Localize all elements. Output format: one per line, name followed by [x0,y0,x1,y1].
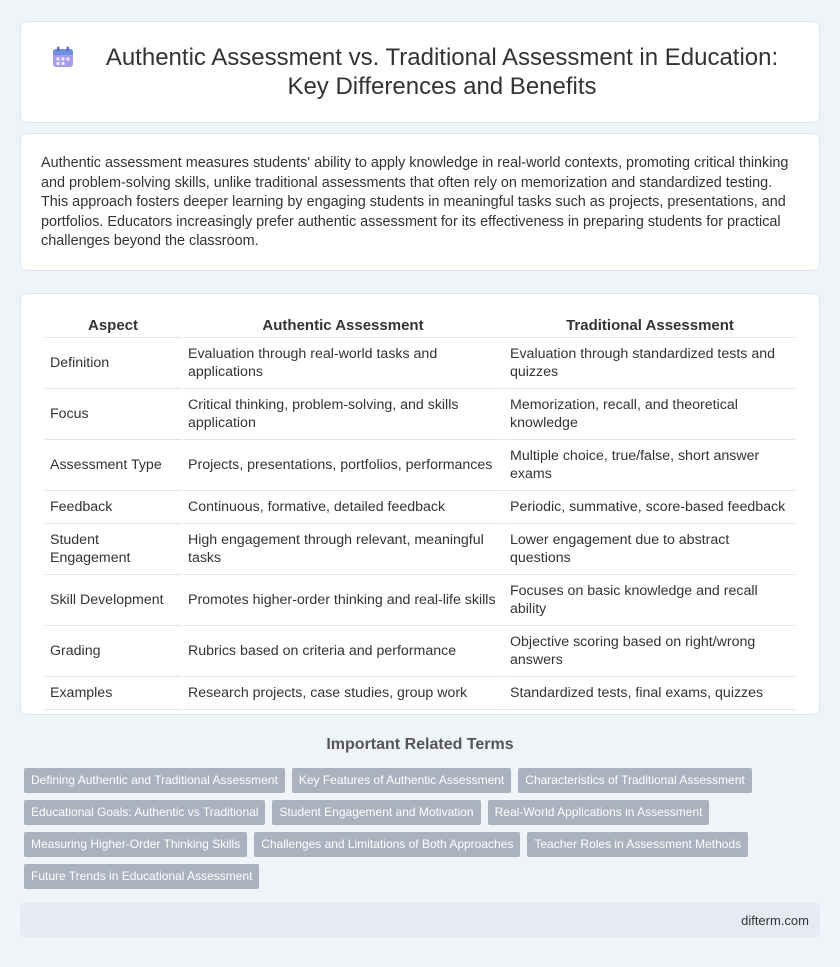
cell-aspect: Assessment Type [45,440,181,491]
related-term-tag[interactable]: Characteristics of Traditional Assessment [518,768,751,793]
table-row [45,575,795,626]
cell-aspect: Student Engagement [45,524,181,575]
related-terms-list [24,768,814,889]
comparison-table [43,314,797,710]
cell-aspect: Examples [45,677,181,710]
cell-aspect: Focus [45,389,181,440]
cell-traditional: Periodic, summative, score-based feedback [505,491,795,524]
cell-aspect: Feedback [45,491,181,524]
footer [20,903,820,937]
cell-authentic: Critical thinking, problem-solving, and skills application [183,389,503,440]
cell-traditional: Evaluation through standardized tests and quizzes [505,338,795,389]
table-row [45,440,795,491]
table-header-row [45,314,795,338]
table-row [45,677,795,710]
related-term-tag[interactable]: Future Trends in Educational Assessment [24,864,259,889]
cell-traditional: Focuses on basic knowledge and recall ability [505,575,795,626]
cell-aspect: Skill Development [45,575,181,626]
header-card [20,21,820,123]
table-row [45,626,795,677]
related-term-tag[interactable]: Student Engagement and Motivation [272,800,480,825]
table-row [45,389,795,440]
calendar-icon [51,45,75,69]
table-row [45,491,795,524]
cell-traditional: Lower engagement due to abstract questions [505,524,795,575]
related-term-tag[interactable]: Defining Authentic and Traditional Assessment [24,768,285,793]
cell-authentic: Evaluation through real-world tasks and applications [183,338,503,389]
cell-authentic: Research projects, case studies, group work [183,677,503,710]
related-term-tag[interactable]: Real-World Applications in Assessment [488,800,710,825]
cell-authentic: Continuous, formative, detailed feedback [183,491,503,524]
cell-authentic: High engagement through relevant, meaningful tasks [183,524,503,575]
comparison-card [20,293,820,715]
cell-authentic: Rubrics based on criteria and performance [183,626,503,677]
cell-traditional: Memorization, recall, and theoretical knowledge [505,389,795,440]
header [51,43,789,101]
column-header-aspect: Aspect [45,314,181,338]
intro-card [20,133,820,271]
table-row [45,524,795,575]
related-term-tag[interactable]: Educational Goals: Authentic vs Traditional [24,800,265,825]
column-header-traditional: Traditional Assessment [505,314,795,338]
related-term-tag[interactable]: Key Features of Authentic Assessment [292,768,511,793]
cell-traditional: Objective scoring based on right/wrong answers [505,626,795,677]
related-term-tag[interactable]: Measuring Higher-Order Thinking Skills [24,832,247,857]
related-term-tag[interactable]: Teacher Roles in Assessment Methods [527,832,748,857]
column-header-authentic: Authentic Assessment [183,314,503,338]
cell-aspect: Grading [45,626,181,677]
intro-paragraph: Authentic assessment measures students' ability to apply knowledge in real-world contexts, promoting critical thinking and problem-solving skills, unlike traditional assessments that often rely on memorization and standardized testing. This approach fosters deeper learning by engaging students in meaningful tasks such as projects, presentations, and portfolios. Educators increasingly prefer authentic assessment for its effectiveness in preparing students for practical challenges beyond the classroom. [41,155,789,250]
cell-traditional: Standardized tests, final exams, quizzes [505,677,795,710]
cell-aspect: Definition [45,338,181,389]
footer-site-link[interactable]: difterm.com [741,912,809,928]
table-row [45,338,795,389]
related-term-tag[interactable]: Challenges and Limitations of Both Approaches [254,832,520,857]
page-title: Authentic Assessment vs. Traditional Assessment in Education: Key Differences and Benefits [105,44,779,100]
related-terms-title: Important Related Terms [326,736,514,753]
cell-authentic: Projects, presentations, portfolios, performances [183,440,503,491]
cell-traditional: Multiple choice, true/false, short answer exams [505,440,795,491]
cell-authentic: Promotes higher-order thinking and real-life skills [183,575,503,626]
